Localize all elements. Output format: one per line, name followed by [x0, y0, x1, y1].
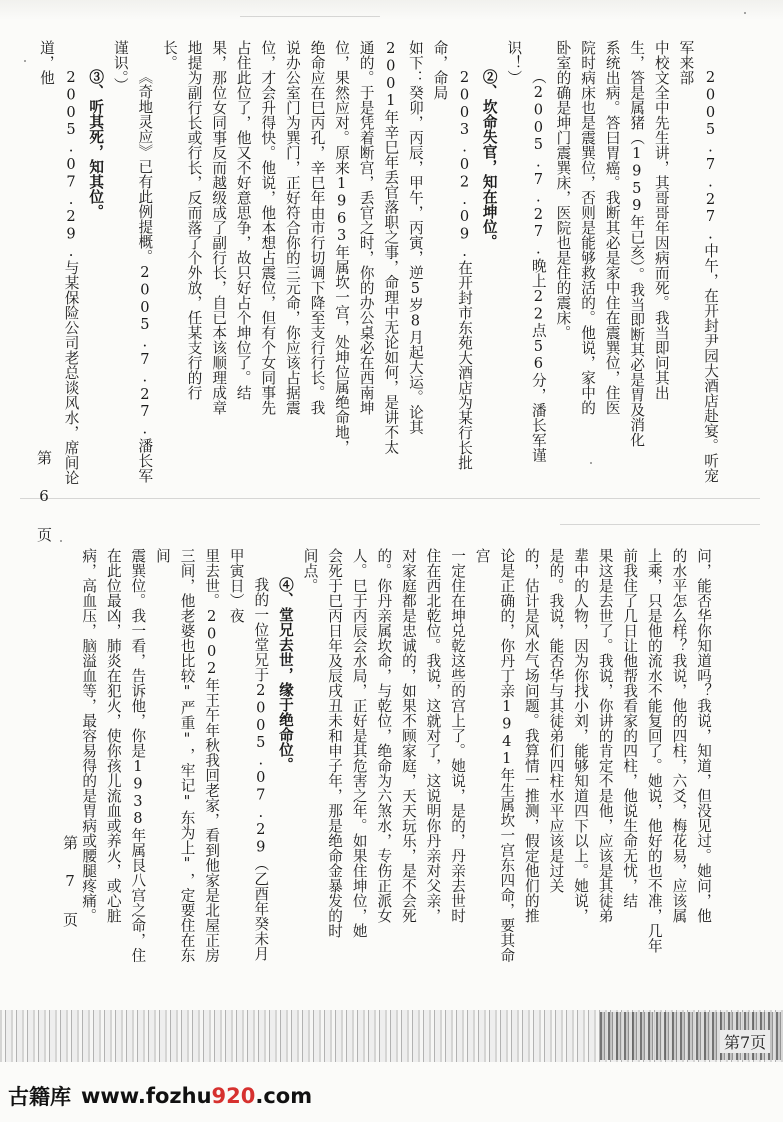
scan-noise-line: [20, 498, 760, 499]
section-heading: ②、坎命失官，知在坤位。: [480, 69, 498, 250]
paragraph: 上乘，只是他的流水不能复回了。她说，他好的也不准，几年: [645, 548, 663, 953]
page-number: 第 6 页: [35, 450, 53, 544]
paragraph: 位，果然应对。原来1963年属坎一宫，处坤位属绝命地，: [333, 40, 351, 455]
paragraph: 位，才会升得快。他说，他本想占震位，但有个女同事先: [259, 40, 277, 415]
paragraph: 里去世。2002年王午年秋我回老家，看到他家是北屋正房: [203, 548, 221, 963]
scan-noise-line: [240, 16, 380, 17]
paragraph: 我的一位堂兄于2005.07.29（乙酉年癸未月甲寅日）夜: [227, 548, 270, 962]
paragraph: 绝命应在巳丙孔，辛巳年由市行切调下降至支行行长。我: [308, 40, 326, 415]
paragraph: 2001年辛巳年丢官落职之事，命理中无论如何，是讲不太: [382, 40, 400, 455]
site-url-number: 920: [211, 1084, 256, 1108]
paragraph: 《奇地灵应》已有此例提概。2005.7.27.潘长军: [136, 69, 154, 484]
site-watermark: [8, 1078, 312, 1114]
site-url-suffix: .com: [255, 1084, 313, 1108]
paragraph: 在此位最凶，肺炎在犯火，使你孩儿流血或养火，或心脏: [104, 548, 122, 923]
paragraph: 辈中的人物，因为你找小刘，能够知道四下以上。她说，: [572, 548, 590, 923]
paragraph: 论是正确的，你丹丁亲1941年生属坎一宫东四命，要其命宫: [473, 548, 516, 963]
paragraph: 的水平怎么样？我说，他的四柱，六爻，梅花易，应该属: [670, 548, 688, 923]
paragraph: 前我住了几日让他帮我看家的四柱，他说生命无忧，结: [621, 548, 639, 908]
paragraph: 问，能否华你知道吗？我说，知道，但没见过。她问，他: [695, 548, 712, 923]
paragraph: 的。你丹亲属坎命，与乾位，绝命为六煞水，专伤正派女: [375, 548, 393, 923]
scan-speck: [60, 540, 62, 542]
site-url-prefix: www.fozhu: [81, 1084, 212, 1108]
site-url[interactable]: [81, 1084, 312, 1108]
scan-noise-line: [560, 524, 760, 525]
paragraph: 卧室的确是坤门震巽床，医院也是住的震床。: [554, 40, 572, 340]
scan-speck: [24, 60, 26, 62]
paragraph: 间点。: [301, 548, 319, 593]
page-number: 第 7 页: [61, 835, 79, 929]
paragraph: 2005.7.27.中午，在开封尹园大酒店赴宴。听宠军来部: [677, 40, 719, 484]
scan-edge: [0, 0, 783, 20]
site-name: 古籍库: [8, 1085, 71, 1109]
paragraph: 2003.02.09.在开封市东苑大酒店为某行长批命，命局: [431, 40, 474, 471]
paragraph: 地提为副行长或行长，反而落了个外放，任某支行的行: [185, 40, 203, 400]
paragraph: 中校文全中先生讲，其哥哥年因病而死。我当即问其出: [652, 40, 670, 400]
paragraph: 震巽位。我一看，告诉他，你是1938年属艮八宫之命，住: [129, 548, 147, 963]
paragraph: 住在西北乾位。我说，这就对了，这说明你丹亲对父亲，: [424, 548, 442, 923]
paragraph: 生，答是属猪（1959年已亥）。我当即断其必是胃及消化: [628, 40, 646, 448]
paragraph: 占住此位了，他又不好意思争，故只好占个坤位了。结: [234, 40, 252, 400]
scan-speck: [744, 12, 746, 14]
paragraph: （2005.7.27.晚上22点56分，潘长军谨识！）: [505, 40, 547, 463]
paragraph: 三间，他老婆也比较"严重"，牢记"东为上"，定要住在东间: [153, 548, 196, 963]
section-heading: ③、听其死，知其位。: [87, 69, 105, 220]
paragraph: 是的。我说，能否华与其徒弟们四柱水平应该是过关: [547, 548, 565, 893]
paragraph: 的，估计是风水气场问题。我算情一推测，假定他们的推: [522, 548, 540, 923]
paragraph: 院时病床也是震巽位，否则是能够救活的。他说，家中的: [579, 40, 597, 415]
section-heading: ④、堂兄去世，缘于绝命位。: [276, 577, 294, 773]
paragraph: 如下：癸卯，丙辰，甲午，丙寅，逆5岁8月起大运。论其: [406, 40, 424, 435]
paragraph: 果这是去世了。我说，你讲的肯定不是他，应该是其徒弟: [596, 548, 614, 923]
scan-page-mark: 第7页: [720, 1030, 770, 1053]
paragraph: 2005.07.29.与某保险公司老总谈风水，席间论道，他: [37, 40, 80, 486]
paragraph: 说办公室门为巽门，正好符合你的三元命，你应该占据震: [283, 40, 301, 415]
paragraph: 一定住在坤兑乾这些的宫上了。她说，是的，丹亲去世时: [449, 548, 467, 923]
page-7-text: [80, 548, 715, 963]
paragraph: 对家庭都是忠诚的，如果不顾家庭，天天玩乐，是不会死: [399, 548, 417, 923]
paragraph: 系统出病。答曰胃癌。我断其必是家中住在震巽位，住医: [603, 40, 621, 415]
paragraph: 病，高血压，脑溢血等，最容易得的是胃病或腰腿疼痛。: [80, 548, 98, 923]
paragraph: 谨识。）: [111, 40, 129, 93]
paragraph: 果，那位女同事反而越级成了副行长，自已本该顺理成章: [210, 40, 228, 415]
paragraph: 会死于巳丙日年及辰戌丑未和申子年，那是绝命金暴发的时: [326, 548, 344, 938]
paragraph: 通的。于是凭着断宫，丢官之时，你的办公桌必在西南坤: [357, 40, 375, 415]
page-6-text: [37, 40, 722, 495]
paragraph: 人。巳于丙辰会水局，正好是其危害之年。如果住坤位，她: [350, 548, 368, 938]
paragraph: 长。: [160, 40, 178, 70]
